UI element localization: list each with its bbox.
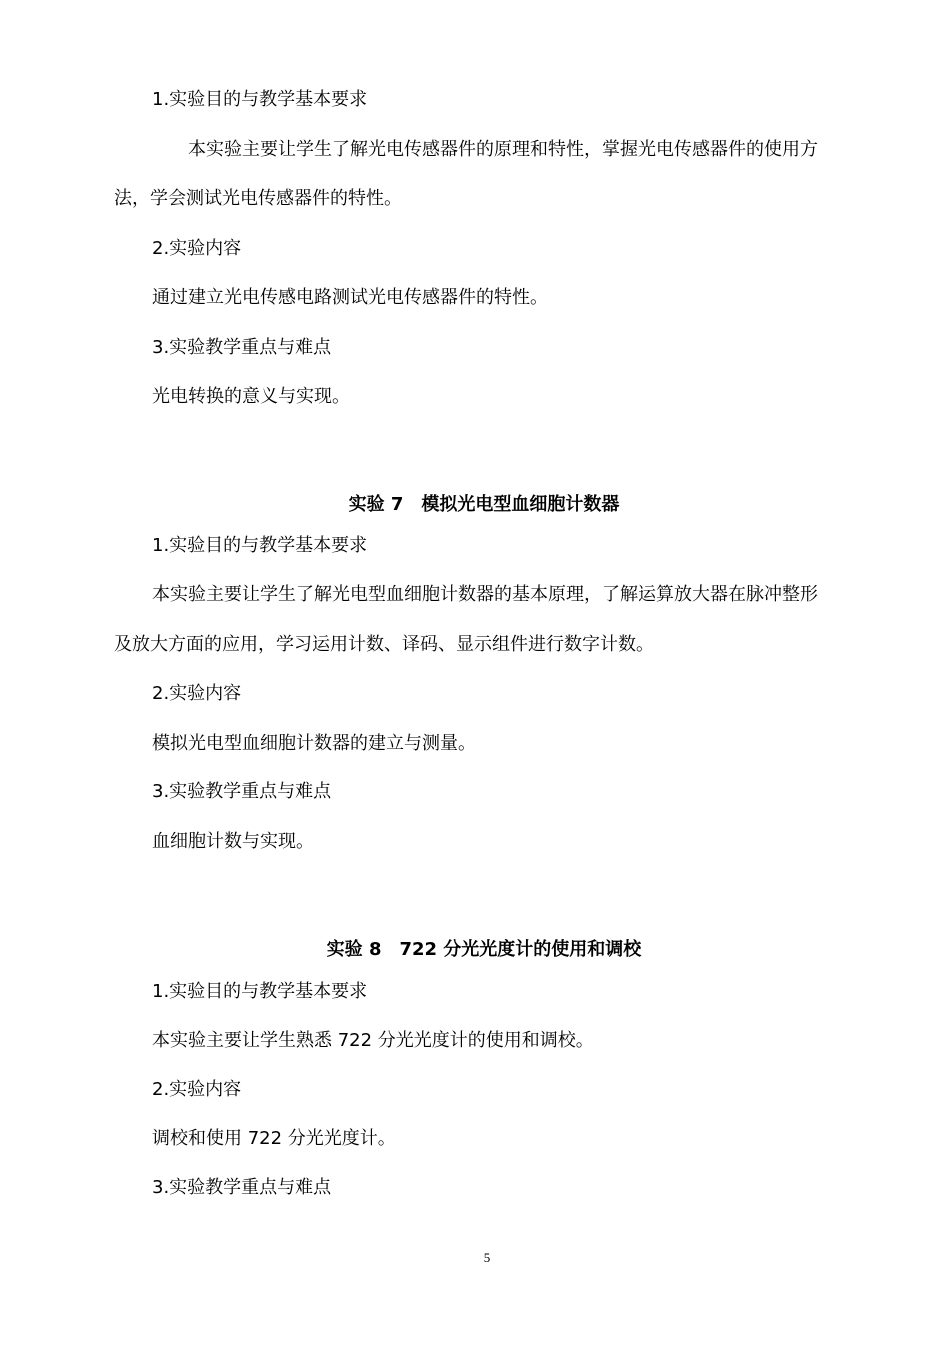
page-number: 5 bbox=[483, 1250, 491, 1265]
section8-keypoints-heading: 3.实验教学重点与难点 bbox=[152, 1177, 332, 1198]
section7-content-heading: 2.实验内容 bbox=[152, 683, 242, 704]
section7-objective-heading: 1.实验目的与教学基本要求 bbox=[152, 535, 368, 556]
section6-keypoints-text: 光电转换的意义与实现。 bbox=[152, 386, 350, 407]
section6-objective-text-line1: 本实验主要让学生了解光电传感器件的原理和特性，掌握光电传感器件的使用方 bbox=[188, 139, 818, 160]
section8-content-text: 调校和使用 722 分光光度计。 bbox=[152, 1128, 396, 1149]
section7-content-text: 模拟光电型血细胞计数器的建立与测量。 bbox=[152, 733, 476, 754]
section8-content-heading: 2.实验内容 bbox=[152, 1079, 242, 1100]
section7-title: 实验 7 模拟光电型血细胞计数器 bbox=[348, 494, 620, 515]
section7-keypoints-heading: 3.实验教学重点与难点 bbox=[152, 781, 332, 802]
section6-objective-text-line2: 法，学会测试光电传感器件的特性。 bbox=[114, 188, 402, 209]
section6-content-text: 通过建立光电传感电路测试光电传感器件的特性。 bbox=[152, 287, 548, 308]
section8-objective-text: 本实验主要让学生熟悉 722 分光光度计的使用和调校。 bbox=[152, 1030, 594, 1051]
section6-content-heading: 2.实验内容 bbox=[152, 238, 242, 259]
section6-keypoints-heading: 3.实验教学重点与难点 bbox=[152, 337, 332, 358]
section8-objective-heading: 1.实验目的与教学基本要求 bbox=[152, 981, 368, 1002]
section7-objective-text-line2: 及放大方面的应用，学习运用计数、译码、显示组件进行数字计数。 bbox=[114, 634, 654, 655]
section7-objective-text-line1: 本实验主要让学生了解光电型血细胞计数器的基本原理，了解运算放大器在脉冲整形 bbox=[152, 584, 818, 605]
section7-keypoints-text: 血细胞计数与实现。 bbox=[152, 831, 314, 852]
section6-objective-heading: 1.实验目的与教学基本要求 bbox=[152, 89, 368, 110]
section8-title: 实验 8 722 分光光度计的使用和调校 bbox=[326, 939, 642, 960]
